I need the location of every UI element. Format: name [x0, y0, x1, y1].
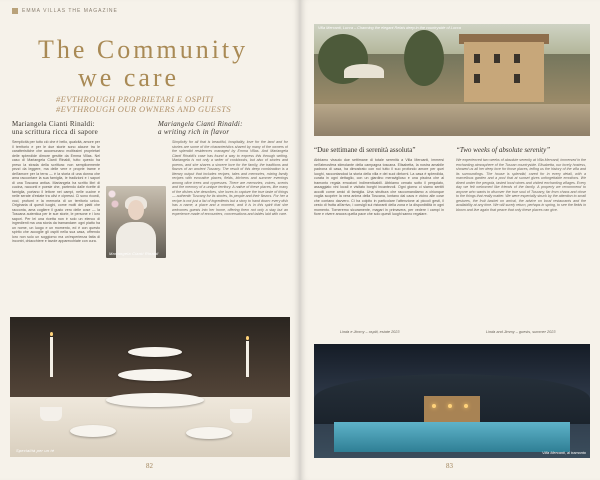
- swimming-pool: [334, 422, 570, 452]
- page-title: [38, 36, 288, 92]
- teacup: [230, 409, 252, 423]
- logo-square-icon: [12, 8, 18, 14]
- english-review-signature: Linda and Jimmy – guests, summer 2023: [486, 330, 556, 334]
- villa-pool-sunset-photo: [314, 344, 590, 458]
- pool-caption: Villa Mercanti, al tramonto: [542, 451, 586, 455]
- tea-service-photo: [10, 317, 290, 457]
- window-light: [448, 404, 452, 408]
- villa-building: [464, 42, 544, 102]
- italian-review-signature: Linda e Jimmy – ospiti, estate 2023: [340, 330, 400, 334]
- subtitle-line-1: #EVTHROUGH PROPRIETARI E OSPITI: [56, 94, 214, 104]
- italian-article-body: Semplicità per tutto ciò che è bello, qualcità, amore per il territorio e per le due storie sono alcune tra le caratteristiche che accomunano moltissimi proprietari delle splendide dimore gestite da Emma Villas. Nel caso di Mariangela Cianti Rinaldi, tutto questo ha preso la strada della scrittura: non semplicemente pezzi da leggere, ma delle vere e proprie trame e dell'amore per la terra — è la storia di una donna che ama raccontare la sua famiglia, le tradizioni e i sapori di una Toscana antica. Mariangela ha scritto libri di cucina, racconti e poesie che, partendo dalle ricette di famiglia, portano il lettore nei campi, nelle cucine e nelle serate d'estate tra ulivi e cipressi. Ci sono ricordi, voci, profumi e la memoria di un territorio unico. Originaria di questi luoghi, come molti dei piatti che racconta, ama cogliere il gusto vero delle cose — la Toscana autentica per le sue storie, le persone e i loro sapori. Per lei una ricetta non è solo un elenco di ingredienti ma una storia da tramandare: ogni piatto ha un nome, un luogo e un momento, ed è con questo spirito che accoglie gli ospiti nella sua casa, offrendo loro non solo un soggiorno ma un'esperienza fatta di incontri, chiacchiere e tavole apparecchiate con cura.: [12, 140, 100, 243]
- villa-house: [424, 396, 480, 424]
- patio-umbrella: [344, 64, 384, 78]
- magazine-header-label: EMMA VILLAS THE MAGAZINE: [22, 8, 118, 14]
- english-article-heading: [158, 120, 288, 136]
- villa-window: [514, 54, 520, 63]
- magazine-header: [12, 8, 118, 14]
- page-subtitle: [56, 94, 286, 114]
- title-line-2: we care: [78, 63, 180, 92]
- italian-review-heading: “Due settimane di serenità assoluta”: [314, 146, 416, 154]
- cake-stand-middle: [118, 369, 192, 381]
- page-number-right: 83: [446, 462, 453, 470]
- italian-article-heading: [12, 120, 142, 136]
- tree: [404, 30, 444, 86]
- villa-window: [474, 74, 480, 83]
- english-heading-line-1: Mariangela Cianti Rinaldi:: [158, 120, 243, 128]
- english-review-body: We experienced two weeks of absolute serenity at Villa Mercanti, immersed in the enchanting atmosphere of the Tuscan countryside. Elisabetta, our lovely hostess, showed us all her deep love for those places, telling us the history of the villa and its surroundings. The house is splendid, cared for in every detail, with a marvellous garden and a pool that at sunset gives unforgettable emotions. We dined under the pergola, tasted local wines and visited enchanting villages. Every day we felt welcomed like friends of the family. A property we recommend to anyone who wants to discover the true soul of Tuscany, far from chaos and close to the things that really matter. We were especially struck by the attention to small gestures, the fruit basket on arrival, the advice on local restaurants and the availability at any time. We will surely return, perhaps in spring, to see the fields in bloom and live again that peace that only these places can give.: [456, 158, 586, 212]
- villa-window: [474, 54, 480, 63]
- villa-terrace: [314, 104, 590, 136]
- saucer: [70, 425, 116, 437]
- portrait-caption: Mariangela Cianti Rinaldi: [109, 251, 159, 256]
- right-page: [300, 0, 600, 480]
- author-portrait-photo: [106, 186, 166, 258]
- window-light: [432, 404, 436, 408]
- subtitle-line-2: #EVTHROUGH OUR OWNERS AND GUESTS: [56, 104, 232, 114]
- teacup: [40, 407, 62, 421]
- english-heading-line-2: a writing rich in flavor: [158, 128, 230, 136]
- italian-heading-line-2: una scrittura ricca di sapore: [12, 128, 99, 136]
- english-article-body: Simplicity for all that is beautiful, hospitality, love for the land and for stories are some of the characteristics shared by many of the owners of the splendid residences managed by Emma Villas. And Mariangela Cianti Rinaldi's case has found a way to express this through writing. Mariangela is not only a writer of cookbooks, but also of stories and poems, and she shares a sincere love for the family, the traditions and flavors of an ancient Tuscany. The result of this deep combination is a literary output that includes recipes, tales and memories, mixing family recipes with evocative places, fields, kitchens and summer evenings among olive trees and cypresses. There are memories, voices, scents and the memory of a unique territory. A native of these places, like many of the dishes she describes, she loves to capture the true taste of things — authentic Tuscany for its stories, its people and their flavors. For her a recipe is not just a list of ingredients but a story to hand down: every dish has a name, a place and a moment, and it is in this spirit that she welcomes guests into her home, offering them not only a stay but an experience made of encounters, conversations and tables laid with care.: [172, 140, 288, 216]
- window-light: [464, 404, 468, 408]
- italian-heading-line-1: Mariangela Cianti Rinaldi:: [12, 120, 95, 128]
- candle: [246, 341, 249, 377]
- villa-window: [494, 54, 500, 63]
- villa-window: [514, 74, 520, 83]
- flowers-decor: [106, 186, 120, 214]
- villa-terrace-photo: [314, 24, 590, 136]
- candle-flame: [50, 332, 53, 336]
- page-number-left: 82: [146, 462, 153, 470]
- candle: [50, 337, 53, 377]
- italian-review-body: Abbiamo vissuto due settimane di totale serenità a Villa Mercanti, immersi nell'atmosfera stimolante della campagna toscana. Elisabetta, la nostra amabile padrona di casa, ha dimostrato con noi tutto il suo profondo amore per quei luoghi, raccontandoci la storia della villa e dei suoi dintorni. La casa è splendida, curata in ogni dettaglio, con un giardino meraviglioso e una piscina che al tramonto regala emozioni indimenticabili. Abbiamo cenato sotto il pergolato, assaggiato vini locali e visitato borghi incantevoli. Ogni giorno ci siamo sentiti accolti come amici di famiglia. Una struttura che raccomandiamo a chiunque voglia scoprire la vera anima della Toscana, lontano dal caos e vicino alle cose che contano davvero. Ci ha colpito in particolare l'attenzione ai piccoli gesti, il cesto di frutta all'arrivo, i consigli sui ristoranti della zona e la disponibilità in ogni momento. Torneremo sicuramente, magari in primavera, per vedere i campi in fiore e vivere ancora quella pace che solo questi luoghi sanno regalare.: [314, 158, 444, 216]
- cake-stand-bottom: [106, 393, 204, 407]
- english-review-heading: “Two weeks of absolute serenity”: [456, 146, 551, 154]
- saucer: [186, 427, 232, 439]
- cake-stand-top: [128, 347, 182, 357]
- candle-flame: [246, 336, 249, 340]
- title-line-1: The Community: [38, 35, 249, 64]
- villa-caption: Villa Mercanti, Lucca – Charming the elegant Relais deep in the countryside of Lucca: [318, 26, 461, 30]
- portrait-face: [128, 200, 144, 220]
- tea-caption: Specialità per un té: [16, 448, 55, 453]
